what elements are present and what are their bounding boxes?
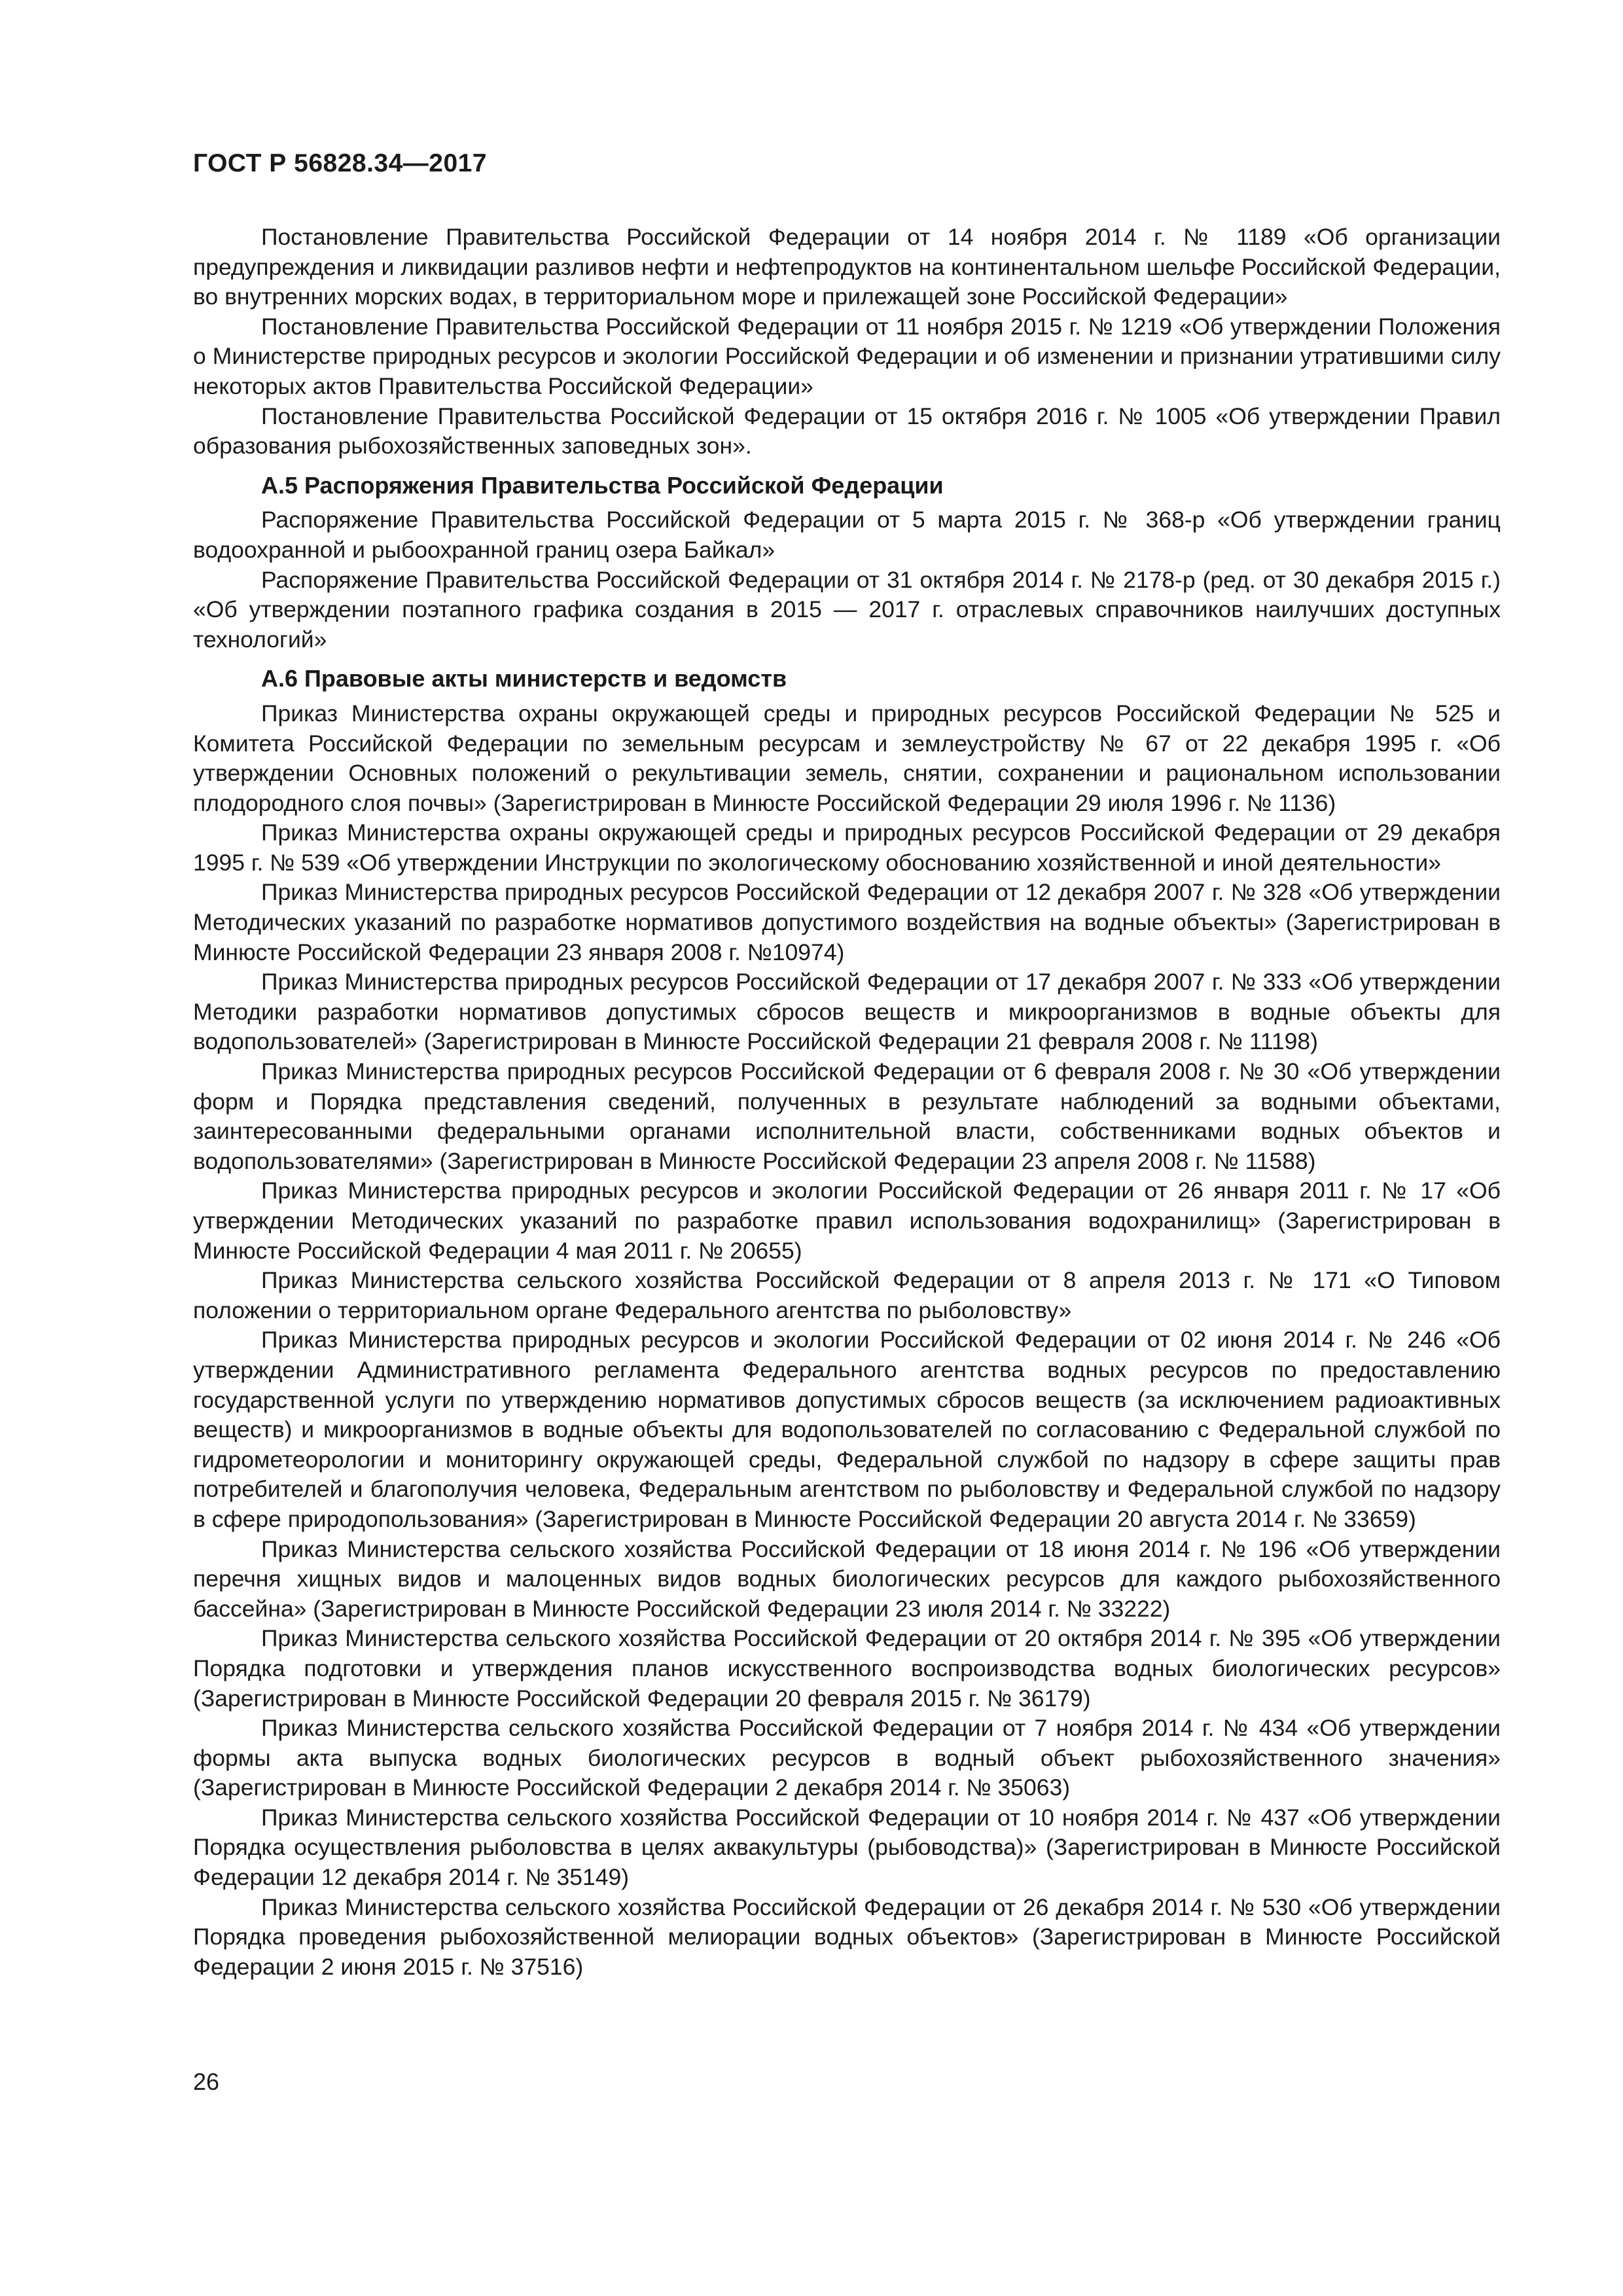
paragraph: Приказ Министерства охраны окружающей среды и природных ресурсов Российской Федерации № 525 и Комитета Российской Федерации по земельным ресурсам и землеустройству № 67 от 22 декабря 1995 г. «Об утверждении Основных положений о рекультивации земель, снятии, сохранении и рациональном использовании плодородного слоя почвы» (Зарегистрирован в Минюсте Российской Федерации 29 июля 1996 г. № 1136): [193, 700, 1501, 816]
paragraph: Приказ Министерства сельского хозяйства Российской Федерации от 7 ноября 2014 г. № 434 «Об утверждении формы акта выпуска водных биологических ресурсов в водный объект рыбохозяйственного значения» (Зарегистрирован в Минюсте Российской Федерации 2 декабря 2014 г. № 35063): [193, 1715, 1501, 1801]
paragraph: Распоряжение Правительства Российской Федерации от 5 марта 2015 г. № 368-р «Об утверждении границ водоохранной и рыбоохранной границ озера Байкал»: [193, 507, 1501, 563]
document-code: ГОСТ Р 56828.34—2017: [193, 149, 488, 177]
paragraph: Приказ Министерства сельского хозяйства Российской Федерации от 26 декабря 2014 г. № 530 «Об утверждении Порядка проведения рыбохозяйственной мелиорации водных объектов» (Зарегистрирован в Минюсте Российской Федерации 2 июня 2015 г. № 37516): [193, 1893, 1501, 1980]
paragraph: Приказ Министерства природных ресурсов Российской Федерации от 17 декабря 2007 г. № 333 «Об утверждении Методики разработки нормативов допустимых сбросов веществ и микроорганизмов в водные объекты для водопользователей» (Зарегистрирован в Минюсте Российской Федерации 21 февраля 2008 г. № 11198): [193, 969, 1501, 1055]
paragraph: Приказ Министерства природных ресурсов и экологии Российской Федерации от 26 января 2011 г. № 17 «Об утверждении Методических указаний по разработке правил использования водохранилищ» (Зарегистрирован в Минюсте Российской Федерации 4 мая 2011 г. № 20655): [193, 1177, 1501, 1264]
section-title-a6: А.6 Правовые акты министерств и ведомств: [261, 665, 787, 692]
paragraph: Распоряжение Правительства Российской Федерации от 31 октября 2014 г. № 2178-р (ред. от 30 декабря 2015 г.) «Об утверждении поэтапного графика создания в 2015 — 2017 г. отраслевых справочников наилучших доступных технологий»: [193, 566, 1501, 653]
document-body: [193, 223, 1501, 1982]
paragraph: Приказ Министерства сельского хозяйства Российской Федерации от 20 октября 2014 г. № 395 «Об утверждении Порядка подготовки и утверждения планов искусственного воспроизводства водных биологических ресурсов» (Зарегистрирован в Минюсте Российской Федерации 20 февраля 2015 г. № 36179): [193, 1625, 1501, 1712]
paragraph: Постановление Правительства Российской Федерации от 11 ноября 2015 г. № 1219 «Об утверждении Положения о Министерстве природных ресурсов и экологии Российской Федерации и об изменении и признании утратившими силу некоторых актов Правительства Российской Федерации»: [193, 313, 1501, 399]
paragraph: Приказ Министерства природных ресурсов и экологии Российской Федерации от 02 июня 2014 г. № 246 «Об утверждении Административного регламента Федерального агентства водных ресурсов по предоставлению государственной услуги по утверждению нормативов допустимых сбросов веществ (за исключением радиоактивных веществ) и микроорганизмов в водные объекты для водопользователей по согласованию с Федеральной службой по гидрометеорологии и мониторингу окружающей среды, Федеральной службой по надзору в сфере защиты прав потребителей и благополучия человека, Федеральным агентством по рыболовству и Федеральной службой по надзору в сфере природопользования» (Зарегистрирован в Минюсте Российской Федерации 20 августа 2014 г. № 33659): [193, 1327, 1501, 1532]
section-title-a5: А.5 Распоряжения Правительства Российской Федерации: [261, 471, 944, 499]
paragraph: Приказ Министерства сельского хозяйства Российской Федерации от 8 апреля 2013 г. № 171 «О Типовом положении о территориальном органе Федерального агентства по рыболовству»: [193, 1267, 1501, 1323]
paragraph: Постановление Правительства Российской Федерации от 15 октября 2016 г. № 1005 «Об утверждении Правил образования рыбохозяйственных заповедных зон».: [193, 403, 1501, 459]
paragraph: Приказ Министерства сельского хозяйства Российской Федерации от 10 ноября 2014 г. № 437 «Об утверждении Порядка осуществления рыболовства в целях аквакультуры (рыбоводства)» (Зарегистрирован в Минюсте Российской Федерации 12 декабря 2014 г. № 35149): [193, 1804, 1501, 1891]
paragraph: Приказ Министерства охраны окружающей среды и природных ресурсов Российской Федерации от 29 декабря 1995 г. № 539 «Об утверждении Инструкции по экологическому обоснованию хозяйственной и иной деятельности»: [193, 819, 1501, 876]
page-number: 26: [193, 2068, 220, 2095]
paragraph: Приказ Министерства природных ресурсов Российской Федерации от 12 декабря 2007 г. № 328 «Об утверждении Методических указаний по разработке нормативов допустимого воздействия на водные объекты» (Зарегистрирован в Минюсте Российской Федерации 23 января 2008 г. №10974): [193, 879, 1501, 965]
paragraph: Приказ Министерства сельского хозяйства Российской Федерации от 18 июня 2014 г. № 196 «Об утверждении перечня хищных видов и малоценных видов водных биологических ресурсов для каждого рыбохозяйственного бассейна» (Зарегистрирован в Минюсте Российской Федерации 23 июля 2014 г. № 33222): [193, 1535, 1501, 1622]
paragraph: Постановление Правительства Российской Федерации от 14 ноября 2014 г. № 1189 «Об организации предупреждения и ликвидации разливов нефти и нефтепродуктов на континентальном шельфе Российской Федерации, во внутренних морских водах, в территориальном море и прилежащей зоне Российской Федерации»: [193, 224, 1501, 310]
paragraph: Приказ Министерства природных ресурсов Российской Федерации от 6 февраля 2008 г. № 30 «Об утверждении форм и Порядка представления сведений, полученных в результате наблюдений за водными объектами, заинтересованными федеральными органами исполнительной власти, собственниками водных объектов и водопользователями» (Зарегистрирован в Минюсте Российской Федерации 23 апреля 2008 г. № 11588): [193, 1058, 1501, 1174]
